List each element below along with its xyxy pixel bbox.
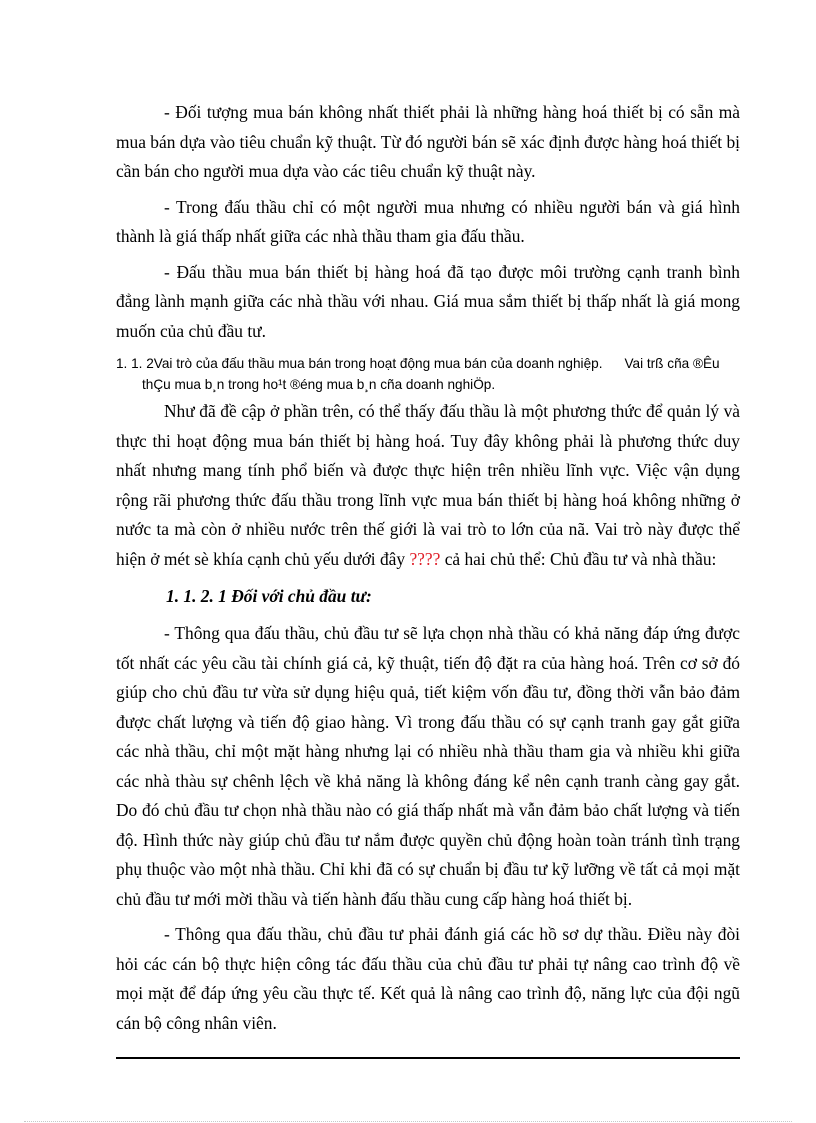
footer-divider	[116, 1057, 740, 1059]
paragraph-intro-role	[116, 397, 740, 574]
paragraph-competitive-environment: - Đấu thầu mua bán thiết bị hàng hoá đã tạo được môi trường cạnh tranh bình đẳng lành mạnh giữa các nhà thầu với nhau. Giá mua sắm thiết bị thấp nhất là giá mong muốn của chủ đầu tư.	[116, 261, 740, 341]
paragraph-single-buyer: - Trong đấu thầu chỉ có một người mua nhưng có nhiều người bán và giá hình thành là giá thấp nhất giữa các nhà thầu tham gia đấu thầu.	[116, 196, 740, 246]
section-heading-garbled-text: Vai trß cña ®Êu thÇu mua b¸n trong ho¹t ®éng mua b¸n cña doanh nghiÖp.	[142, 356, 720, 392]
subsection-heading-1-1-2-1: 1. 1. 2. 1 Đối với chủ đầu tư:	[166, 586, 372, 606]
page-bottom-border	[24, 1121, 792, 1122]
intro-text-end: cả hai chủ thể: Chủ đầu tư và nhà thầu:	[444, 548, 717, 569]
paragraph-object-of-trade: - Đối tượng mua bán không nhất thiết phải là những hàng hoá thiết bị có sẵn mà mua bán dựa vào tiêu chuẩn kỹ thuật. Từ đó người bán sẽ xác định được hàng hoá thiết bị cần bán cho người mua dựa vào các tiêu chuẩn kỹ thuật này.	[116, 102, 740, 181]
intro-text: Như đã đề cập ở phần trên, có thể thấy đấu thầu là một phương thức để quản lý và thực thi hoạt động mua bán thiết bị hàng hoá. Tuy đây không phải là phương thức duy nhất nhưng mang tính phổ biến và được thực hiện trên nhiều lĩnh vực. Việc vận dụng rộng rãi phương thức đấu thầu trong lĩnh vực mua bán thiết bị hàng hoá không những ở nước ta mà còn ở nhiều nước trên thế giới là vai trò to lớn của nã. Vai trò này được thể hiện ở mét sè khía cạnh chủ yếu dưới đây	[116, 401, 740, 569]
document-page	[116, 98, 740, 1045]
section-heading-1-1-2	[116, 353, 740, 395]
missing-text-marker: ????	[409, 548, 441, 569]
paragraph-investor-selection: - Thông qua đấu thầu, chủ đầu tư sẽ lựa chọn nhà thầu có khả năng đáp ứng được tốt nhất các yêu cầu tài chính giá cả, kỹ thuật, tiến độ đặt ra của hàng hoá. Trên cơ sở đó giúp cho chủ đầu tư vừa sử dụng hiệu quả, tiết kiệm vốn đầu tư, đồng thời vẫn bảo đảm được chất lượng và tiến độ giao hàng. Vì trong đấu thầu có sự cạnh tranh gay gắt giữa các nhà thầu, chỉ một mặt hàng nhưng lại có nhiều nhà thầu tham gia và nhiều khi giữa các nhà thàu sự chênh lệch về khả năng là không đáng kể nên cạnh tranh càng gay gắt. Do đó chủ đầu tư chọn nhà thầu nào có giá thấp nhất mà vẫn đảm bảo chất lượng và tiến độ. Hình thức này giúp chủ đầu tư nắm được quyền chủ động hoàn toàn tránh tình trạng phụ thuộc vào một nhà thầu. Chỉ khi đã có sự chuẩn bị đầu tư kỹ lưỡng về tất cả mọi mặt chủ đầu tư mới mời thầu và tiến hành đấu thầu cung cấp hàng hoá thiết bị.	[116, 623, 740, 909]
paragraph-investor-evaluation: - Thông qua đấu thầu, chủ đầu tư phải đánh giá các hồ sơ dự thầu. Điều này đòi hỏi các cán bộ thực hiện công tác đấu thầu của chủ đầu tư phải tự nâng cao trình độ về mọi mặt để đáp ứng yêu cầu thực tế. Kết quả là nâng cao trình độ, năng lực của đội ngũ cán bộ công nhân viên.	[116, 924, 740, 1033]
section-heading-text: 1. 1. 2Vai trò của đấu thầu mua bán trong hoạt động mua bán của doanh nghiệp.	[116, 356, 603, 371]
